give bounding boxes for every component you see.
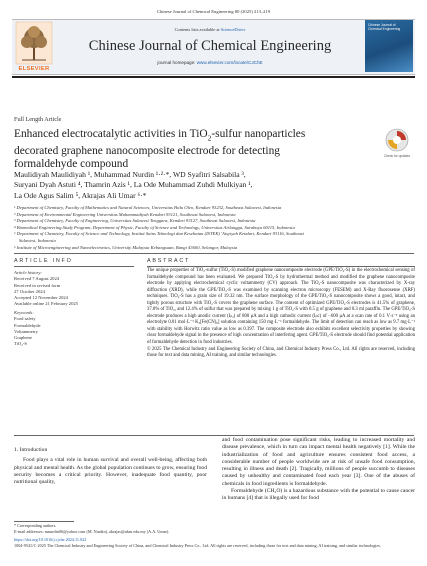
sciencedirect-link[interactable]: ScienceDirect [220, 27, 246, 32]
footnotes [14, 523, 214, 534]
author-list [14, 170, 354, 201]
article-title [14, 128, 344, 172]
affiliations [14, 205, 414, 251]
citation-line: Chinese Journal of Chemical Engineering 80 (2025) 213–219 [156, 9, 271, 14]
authors-line: Suryani Dyah Astuti ⁴, Thamrin Azis ¹, La Ode Muhammad Zuhdi Mulkiyan ¹, [14, 180, 253, 190]
crossmark-label: Check for updates [384, 154, 410, 158]
publisher-name: ELSEVIER [18, 66, 50, 72]
title-subscript: 2 [207, 133, 212, 143]
keyword: Formaldehyde [14, 322, 41, 328]
affiliation: ⁶ Institute of Microengineering and Nanoelectronics, University Malaysia Kebangsaan, Bangi 43600, Selangor, Malaysia [14, 244, 238, 250]
left-column [14, 447, 207, 486]
history-item: Available online 21 February 2025 [14, 301, 78, 307]
elsevier-tree-logo [14, 20, 54, 72]
keyword: TiO₂-S [14, 341, 27, 347]
abstract-body [147, 268, 415, 360]
authors-line: Maulidiyah Maulidiyah ¹, Muhammad Nurdin ¹·²·*, WD Syafitri Salsabila ³, [14, 170, 246, 179]
abstract-text: The unique properties of TiO₂-sulfur (TiO₂-S) modified graphene nanocomposite electrode (GPE/TiO₂-S) in the electrochemical sensing of formaldehyde compound has been evaluated. We prepared TiO₂-S by hydrothermal method and modified the graphene nanocomposite electrode by applying electrochemical cyclic voltammetry (CV) approach. The TiO₂-S nanocomposite was characterized by X-ray diffraction (XRD), while the GPE/TiO₂-S was examined by scanning electron microscopy (FESEM) and X-Ray fluorosense (XRF) techniques. TiO₂-S has a grain size of 19.32 nm. The surface morphology of the GPE/TiO₂-S nanocomposite shows a good, intact, and tightly porous structure with TiO₂-S covers the graphene surface. The content of optimized GPE/TiO₂-S electrodes is 41.5% of graphene, 37.8% of TiO₂, and 12.4% of sulfur that was prepared by mixing 1 g of TiO₂-S with 0.5 g of graphene and 0.3 ml paraffin. The GPE/TiO₂-S electrode produces a high anodic current (Iₚₐ) of 800 μA and a high cathodic current (Iₚc) of −600 μA at a scan rate of 0.1 V·s⁻¹ using an electrolyte 0.01 mol·L⁻¹ K₃[Fe(CN)₆] solution containing 150 mg·L⁻¹ formaldehyde. The limit of detection can reach as low as 9.7 mg·L⁻¹ with stability with Horwitz ratio value as low as 0.397. The composite electrode also exhibits excellent selectivity properties by showing clear formaldehyde signal in the presence of high concentration of interfering agent. GPE/TiO₂-S electrode should find potential application of formaldehyde detection in food industries. [147, 268, 415, 346]
history-item: Received 7 August 2024 [14, 276, 60, 282]
journal-title: Chinese Journal of Chemical Engineering [88, 38, 332, 54]
history-item: Received in revised form [14, 282, 61, 288]
affiliation: ¹ Department of Chemistry, Faculty of Mathematics and Natural Sciences, Universitas Halu Oleo, Kendari 93232, Southeast Sulawesi, Indonesia [14, 205, 282, 210]
homepage-prefix: journal homepage: [157, 60, 196, 65]
article-type: Full Length Article [14, 116, 62, 123]
intro-paragraph: Food plays a vital role in human survival and overall well-being, affecting both physical and mental health. As the global population continues to grow, ensuring food security becomes a critical priority. However, inadequate food quantity, poor nutritional quality, [14, 457, 207, 486]
affiliation: ⁴ Biomedical Engineering Study Program, Department of Physic, Faculty of Science and Technology, Universitas Airlangga, Surabaya 60115, Indonesia [14, 224, 295, 230]
right-column [222, 437, 415, 503]
history-item: Accepted 12 November 2024 [14, 295, 68, 301]
doi-link[interactable]: https://doi.org/10.1016/j.cjche.2024.11.022 [14, 537, 87, 542]
corresponding-note: * Corresponding authors. [14, 523, 57, 528]
affiliation: ³ Department of Chemistry, Faculty of Engineering, Universitas Sulawesi Tenggara, Kendari 93127, Southeast Sulawesi, Indonesia [14, 218, 256, 224]
intro-heading: 1. Introduction [14, 447, 48, 453]
bottom-meta [14, 537, 414, 548]
article-history [14, 270, 104, 308]
keyword: Voltammetry [14, 328, 38, 334]
header-rule [12, 76, 415, 78]
authors-line: La Ode Agus Salim ⁵, Akrajas Ali Umar ⁶·* [14, 190, 147, 200]
info-rule [14, 266, 134, 267]
keywords-label: Keywords: [14, 310, 34, 315]
footnote-rule [14, 521, 74, 522]
history-label: Article history: [14, 270, 42, 275]
abstract-rule [147, 266, 415, 267]
title-part1: Enhanced electrocatalytic activities in TiO [14, 128, 208, 140]
contents-line [60, 27, 360, 32]
keywords [14, 310, 104, 348]
homepage-line [60, 60, 360, 65]
journal-cover-image [365, 20, 413, 72]
affiliation-rule [14, 253, 414, 254]
abstract-heading: ABSTRACT [147, 258, 191, 264]
email-note: E-mail addresses: mnurdin06@yahoo.com (M. Nurdin), akrajas@ukm.edu.my (A.A. Umar). [14, 528, 170, 534]
abstract-bottom-rule [14, 435, 414, 436]
keyword: Graphene [14, 335, 32, 341]
title-part2: -sulfur nanoparticles decorated graphene nanocomposite electrode for detecting formaldehyde compound [14, 128, 306, 171]
article-info-heading: ARTICLE INFO [14, 258, 73, 264]
homepage-link[interactable]: www.elsevier.com/locate/CJChE [196, 60, 263, 65]
affiliation: ² Department of Environmental Engineering Universitas Muhammadiyah Kendari 93121, Southeast Sulawesi, Indonesia [14, 211, 236, 217]
affiliation: ⁵ Department of Chemistry, Faculty of Science and Technology, Institut Sains Teknologi dan Kesehatan (ISTEK) 'Aisyiyah Kendari, Kendari 93116, Southeast [14, 231, 304, 237]
issn-copyright: 1004-9541/© 2025 The Chemical Industry and Engineering Society of China, and Chemical Industry Press Co., Ltd. All rights are reserved, including those for text and data mining, AI training, and similar technologies. [14, 542, 381, 548]
keyword: Food safety [14, 316, 36, 322]
body-paragraph: Formaldehyde (CH₂O) is a hazardous substance with the potential to cause cancer in humans [4] that is illegally used for food [222, 488, 415, 502]
contents-prefix: Contents lists available at [174, 27, 220, 32]
abstract-copyright: © 2025 The Chemical Industry and Engineering Society of China, and Chemical Industry Press Co., Ltd. All rights are reserved, including those for text and data mining, AI training, and similar technologies. [147, 346, 415, 359]
affiliation: Sulawesi, Indonesia [19, 237, 56, 243]
body-paragraph: and food contamination pose significant risks, leading to increased mortality and disease prevalence, which in turn can impact mental health negatively [1]. While the industrialization of food and agriculture ensures consistent food access, a considerable number of people worldwide are at risk of unsafe food consumption, resulting in illness and death [2]. Tragically, millions of people succumb to diseases caused by unhealthy and contaminated food each year [3]. One of the abuses of chemicals in food ingredients is formaldehyde. [222, 437, 415, 487]
cover-title: Chinese Journal of Chemical Engineering [368, 23, 401, 31]
history-item: 27 October 2024 [14, 288, 45, 294]
crossmark-icon[interactable] [385, 128, 409, 152]
